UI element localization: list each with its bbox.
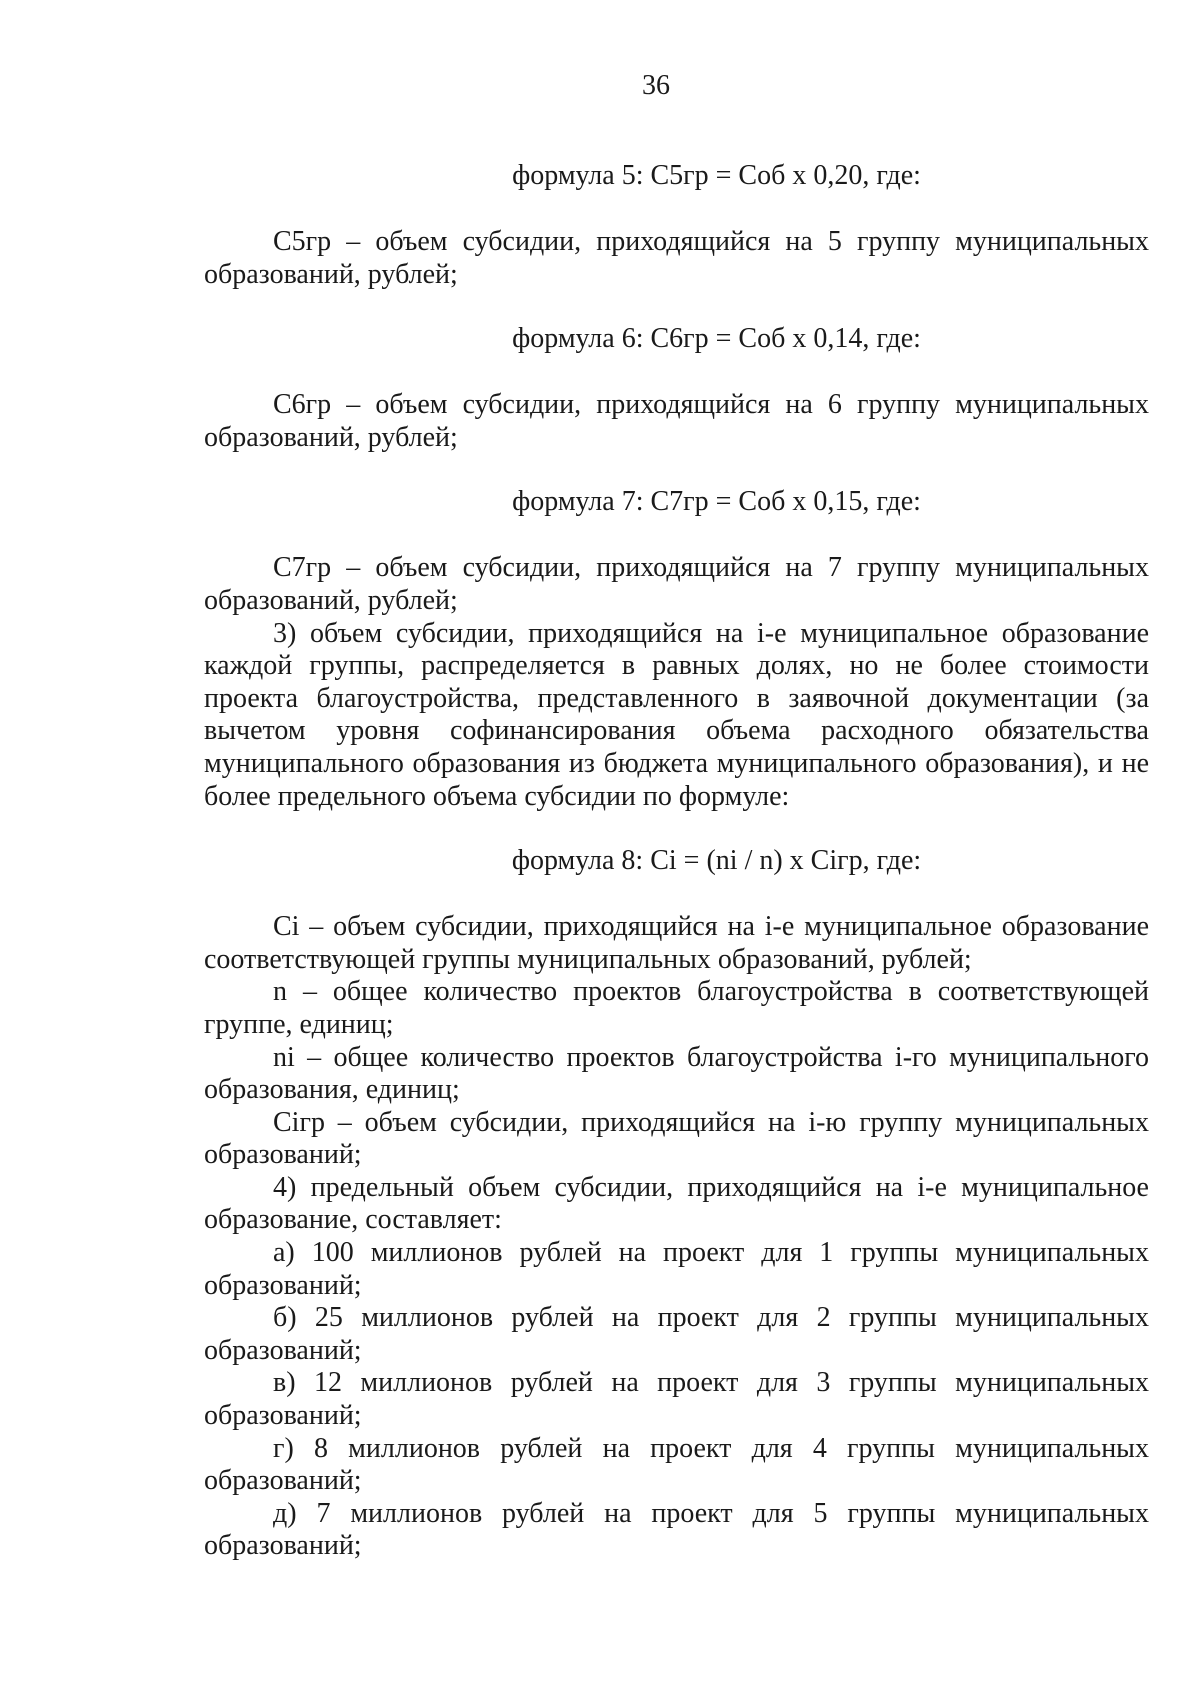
definition-ci: Сi – объем субсидии, приходящийся на i-е муниципальное образование соответствующей группы муниципальных образований, рублей; [204, 911, 1149, 975]
formula-7: формула 7: С7гр = Соб х 0,15, где: [512, 486, 921, 518]
formula-6: формула 6: С6гр = Соб х 0,14, где: [512, 323, 921, 355]
page-number: 36 [642, 70, 670, 101]
clause-4g: г) 8 миллионов рублей на проект для 4 группы муниципальных образований; [204, 1432, 1149, 1497]
formula-8: формула 8: Сi = (ni / n) х Сiгр, где: [511, 845, 922, 877]
definition-c5gr: С5гр – объем субсидии, приходящийся на 5 группу муниципальных образований, рублей; [204, 226, 1149, 290]
definition-c6gr: С6гр – объем субсидии, приходящийся на 6 группу муниципальных образований, рублей; [204, 389, 1149, 453]
clause-4v: в) 12 миллионов рублей на проект для 3 группы муниципальных образований; [204, 1367, 1149, 1432]
definition-n: n – общее количество проектов благоустройства в соответствующей группе, единиц; [204, 976, 1149, 1040]
definition-ni: ni – общее количество проектов благоустройства i-го муниципального образования, единиц; [204, 1041, 1149, 1106]
definition-c7gr: С7гр – объем субсидии, приходящийся на 7 группу муниципальных образований, рублей; [204, 552, 1149, 616]
clause-4a: а) 100 миллионов рублей на проект для 1 группы муниципальных образований; [204, 1237, 1149, 1301]
clause-4: 4) предельный объем субсидии, приходящийся на i-е муниципальное образование, составляет: [204, 1171, 1149, 1236]
clause-4d: д) 7 миллионов рублей на проект для 5 группы муниципальных образований; [204, 1497, 1149, 1562]
document-body [204, 160, 1149, 1563]
clause-3: 3) объем субсидии, приходящийся на i-е муниципальное образование каждой группы, распределяется в равных долях, но не более стоимости проекта благоустройства, представленного в заявочной документации (за вычетом уровня софинансирования объема расходного обязательства муниципального образования из бюджета муниципального образования), и не более предельного объема субсидии по формуле: [204, 617, 1149, 812]
definition-cigr: Сiгр – объем субсидии, приходящийся на i-ю группу муниципальных образований; [204, 1106, 1149, 1171]
clause-4b: б) 25 миллионов рублей на проект для 2 группы муниципальных образований; [204, 1302, 1149, 1366]
formula-5: формула 5: С5гр = Соб х 0,20, где: [512, 160, 921, 191]
